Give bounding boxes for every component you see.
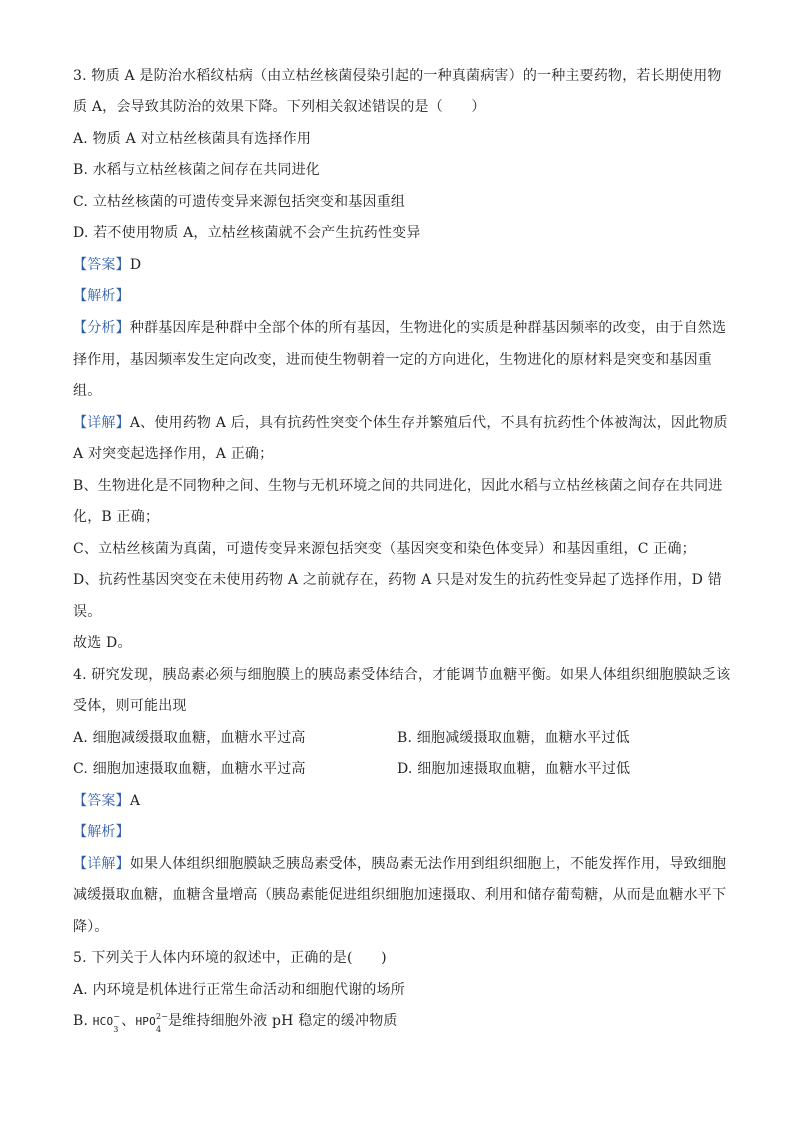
q3-option-b: B. 水稻与立枯丝核菌之间存在共同进化 xyxy=(73,162,320,178)
q3-fenxi-line3: 组。 xyxy=(73,383,102,399)
q3-detail-line6: D、抗药性基因突变在未使用药物 A 之前就存在，药物 A 只是对发生的抗药性变异起了选择作用，D 错 xyxy=(73,572,722,588)
q3-conclusion: 故选 D。 xyxy=(73,635,132,651)
answer-value: A xyxy=(129,793,141,809)
q3-detail-line7: 误。 xyxy=(73,604,102,620)
q3-analysis-heading xyxy=(73,286,130,306)
q3-option-a: A. 物质 A 对立枯丝核菌具有选择作用 xyxy=(73,131,312,147)
q4-detail-line3: 降）。 xyxy=(73,919,109,935)
q3-fenxi-line1 xyxy=(73,318,726,338)
q3-option-d: D. 若不使用物质 A，立枯丝核菌就不会产生抗药性变异 xyxy=(73,225,421,241)
q4-answer xyxy=(73,791,140,811)
q4-detail-line1 xyxy=(73,854,726,874)
answer-value: D xyxy=(129,257,142,273)
analysis-tag: 【解析】 xyxy=(73,824,130,840)
q3-detail-line5: C、立枯丝核菌为真菌，可遗传变异来源包括突变（基因突变和染色体变异）和基因重组，C 正确； xyxy=(73,541,696,557)
answer-tag: 【答案】 xyxy=(73,257,130,273)
fenxi-tag: 【分析】 xyxy=(73,320,130,336)
separator: 、 xyxy=(121,1013,136,1029)
detail-text: 如果人体组织细胞膜缺乏胰岛素受体，胰岛素无法作用到组织细胞上，不能发挥作用，导致细胞 xyxy=(129,856,727,872)
q4-stem-line2: 受体，则可能出现 xyxy=(73,698,187,714)
analysis-tag: 【解析】 xyxy=(73,288,130,304)
answer-tag: 【答案】 xyxy=(73,793,130,809)
q3-detail-line1 xyxy=(73,413,728,433)
q3-stem-line1: 3. 物质 A 是防治水稻纹枯病（由立枯丝核菌侵染引起的一种真菌病害）的一种主要药物，若长期使用物 xyxy=(73,68,722,84)
q4-detail-line2: 减缓摄取血糖，血糖含量增高（胰岛素能促进组织细胞加速摄取、利用和储存葡萄糖，从而是血糖水平下 xyxy=(73,887,727,903)
q3-option-c: C. 立枯丝核菌的可遗传变异来源包括突变和基因重组 xyxy=(73,194,406,210)
q5-option-b xyxy=(73,1011,398,1032)
q3-detail-line4: 化，B 正确； xyxy=(73,509,160,525)
phosphate-formula: HPO xyxy=(135,1015,156,1028)
q4-option-c: C. 细胞加速摄取血糖，血糖水平过高 xyxy=(73,761,306,777)
q4-stem-line1: 4. 研究发现，胰岛素必须与细胞膜上的胰岛素受体结合，才能调节血糖平衡。如果人体组织细胞膜缺乏该 xyxy=(73,667,731,683)
bicarbonate-charge: − 3 xyxy=(113,1012,121,1034)
bicarbonate-formula: HCO xyxy=(92,1015,114,1028)
detail-text: A、使用药物 A 后，具有抗药性突变个体生存并繁殖后代，不具有抗药性个体被淘汰，因此物质 xyxy=(129,415,728,431)
q4-option-d: D. 细胞加速摄取血糖，血糖水平过低 xyxy=(397,761,631,777)
fenxi-text: 种群基因库是种群中全部个体的所有基因，生物进化的实质是种群基因频率的改变，由于自然选 xyxy=(129,320,727,336)
q3-stem-line2: 质 A，会导致其防治的效果下降。下列相关叙述错误的是（ ） xyxy=(73,99,486,115)
q3-answer xyxy=(73,255,141,275)
q4-analysis-heading xyxy=(73,822,130,842)
q4-option-a: A. 细胞减缓摄取血糖，血糖水平过高 xyxy=(73,730,306,746)
q3-detail-line2: A 对突变起选择作用，A 正确； xyxy=(73,446,274,462)
detail-tag: 【详解】 xyxy=(73,415,130,431)
q4-option-b: B. 细胞减缓摄取血糖，血糖水平过低 xyxy=(397,730,630,746)
q5-option-a: A. 内环境是机体进行正常生命活动和细胞代谢的场所 xyxy=(73,982,406,998)
q3-detail-line3: B、生物进化是不同物种之间、生物与无机环境之间的共同进化，因此水稻与立枯丝核菌之间存在共同进 xyxy=(73,478,723,494)
q5-stem: 5. 下列关于人体内环境的叙述中，正确的是( ) xyxy=(73,950,387,966)
q3-fenxi-line2: 择作用，基因频率发生定向改变，进而使生物朝着一定的方向进化，生物进化的原材料是突变和基因重 xyxy=(73,352,712,368)
option-b-prefix: B. xyxy=(73,1013,93,1029)
detail-tag: 【详解】 xyxy=(73,856,130,872)
phosphate-charge: 2− 4 xyxy=(155,1012,169,1034)
option-b-text: 是维持细胞外液 pH 稳定的缓冲物质 xyxy=(167,1013,398,1029)
